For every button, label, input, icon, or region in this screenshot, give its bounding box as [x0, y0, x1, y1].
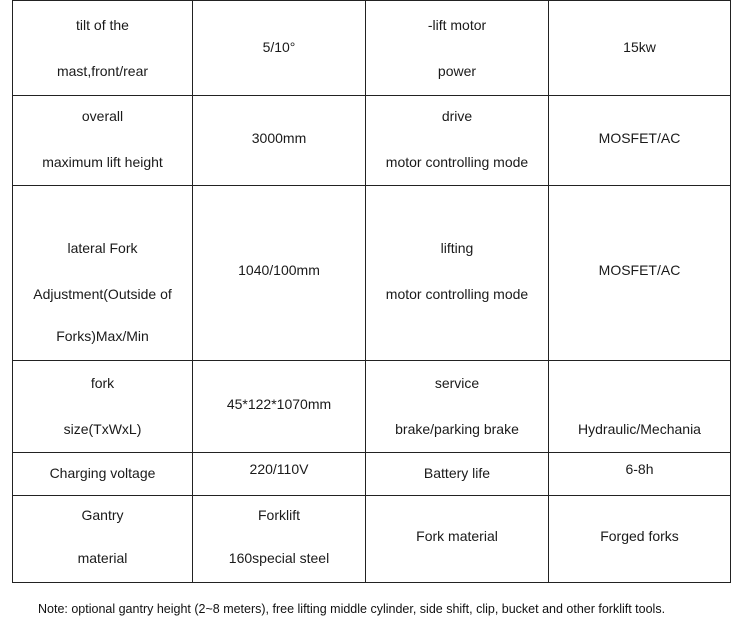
spec-label-cell [366, 496, 549, 583]
spec-value-cell [549, 96, 731, 186]
cell-line: drive [441, 108, 473, 124]
cell-line: 1040/100mm [238, 262, 320, 278]
cell-line: motor controlling mode [385, 286, 529, 302]
table-row [13, 453, 731, 496]
cell-line: Forged forks [600, 528, 679, 544]
spec-value-cell [549, 186, 731, 361]
cell-line: lateral Fork [67, 240, 138, 256]
spec-label-cell [366, 96, 549, 186]
cell-line: size(TxWxL) [63, 421, 142, 437]
cell-line: material [77, 550, 128, 566]
spec-value-cell [549, 1, 731, 96]
spec-value-cell [193, 496, 366, 583]
spec-label-cell [13, 453, 193, 496]
spec-label-cell [366, 361, 549, 453]
spec-table [12, 0, 731, 583]
cell-line: Forks)Max/Min [56, 328, 149, 344]
spec-value-cell [549, 496, 731, 583]
spec-label-cell [366, 453, 549, 496]
cell-line: 160special steel [228, 550, 330, 566]
spec-label-cell [13, 361, 193, 453]
cell-line: 220/110V [249, 461, 309, 477]
cell-line: overall [81, 108, 124, 124]
cell-line: 45*122*1070mm [226, 396, 332, 412]
spec-value-cell [193, 453, 366, 496]
cell-line: mast,front/rear [56, 63, 149, 79]
spec-label-cell [13, 496, 193, 583]
spec-label-cell [366, 1, 549, 96]
cell-line: Forklift [258, 507, 300, 523]
cell-line: Adjustment(Outside of [33, 286, 172, 302]
table-row [13, 1, 731, 96]
spec-value-cell [193, 96, 366, 186]
cell-line: 15kw [623, 39, 656, 55]
spec-label-cell [13, 1, 193, 96]
cell-line: 5/10° [262, 39, 296, 55]
footnote: Note: optional gantry height (2~8 meters), free lifting middle cylinder, side shift, clip, bucket and other forklift tools. [38, 602, 666, 616]
cell-line: MOSFET/AC [598, 130, 681, 146]
cell-line: 6-8h [625, 461, 654, 477]
spec-value-cell [193, 361, 366, 453]
table-row [13, 96, 731, 186]
cell-line: MOSFET/AC [598, 262, 681, 278]
cell-line: tilt of the [76, 17, 129, 33]
cell-line: brake/parking brake [395, 421, 519, 437]
spec-value-cell [549, 361, 731, 453]
cell-line: Battery life [423, 465, 491, 481]
spec-label-cell [13, 186, 193, 361]
table-row [13, 186, 731, 361]
cell-line: maximum lift height [42, 154, 163, 170]
table-row [13, 361, 731, 453]
cell-line: -lift motor [427, 17, 487, 33]
cell-line: motor controlling mode [385, 154, 529, 170]
cell-line: fork [90, 375, 115, 391]
cell-line: Gantry [81, 507, 124, 523]
cell-line: Hydraulic/Mechania [578, 421, 701, 437]
spec-value-cell [193, 1, 366, 96]
spec-value-cell [193, 186, 366, 361]
spec-label-cell [366, 186, 549, 361]
cell-line: 3000mm [251, 130, 307, 146]
table-row [13, 496, 731, 583]
spec-label-cell [13, 96, 193, 186]
cell-line: power [437, 63, 477, 79]
cell-line: Charging voltage [49, 465, 156, 481]
cell-line: Fork material [416, 528, 498, 544]
cell-line: lifting [440, 240, 474, 256]
spec-value-cell [549, 453, 731, 496]
cell-line: service [434, 375, 480, 391]
